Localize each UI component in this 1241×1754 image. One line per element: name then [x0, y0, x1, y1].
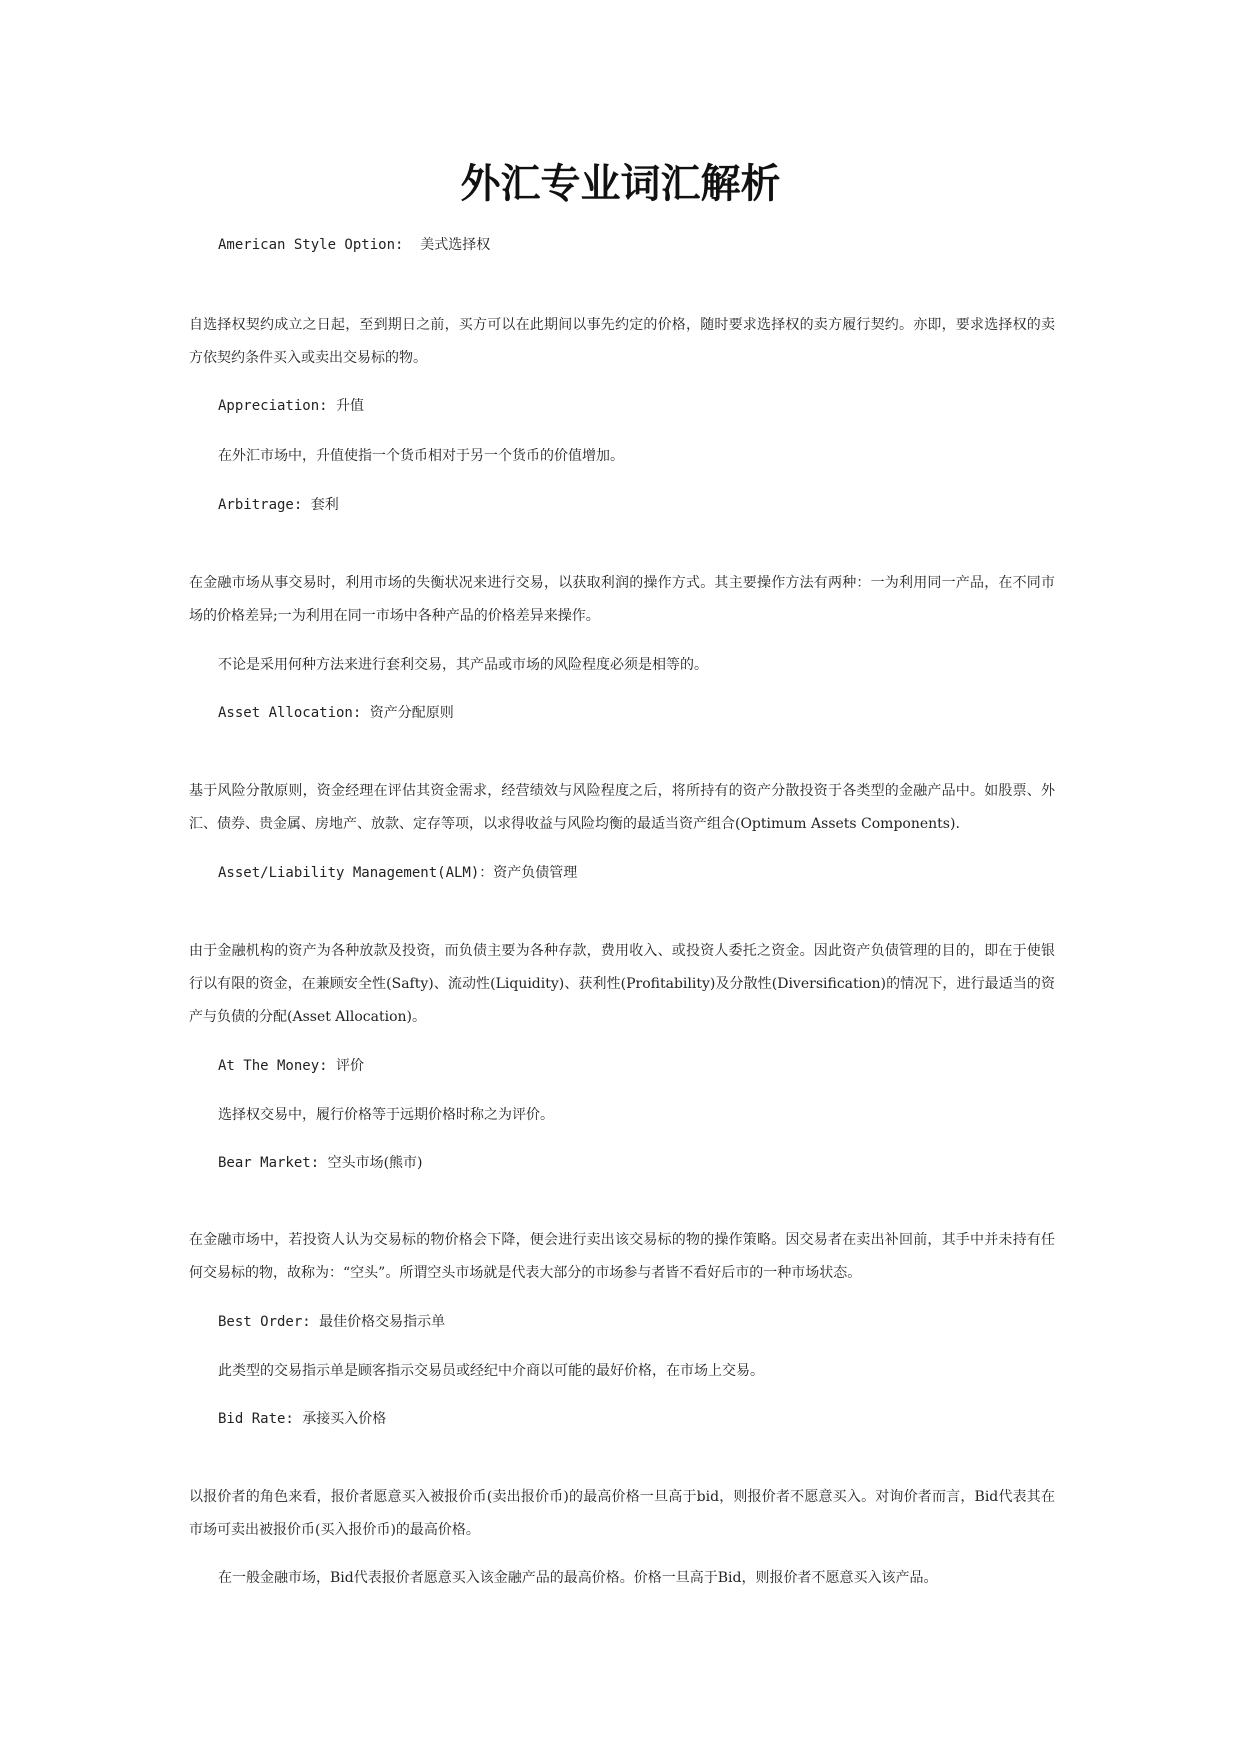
term-definition: 在金融市场中，若投资人认为交易标的物价格会下降，便会进行卖出该交易标的物的操作策略。因交易者在卖出补回前，其手中并未持有任何交易标的物，故称为：“空头”。所谓空头市场就是代表大部分的市场参与者皆不看好后市的一种市场状态。 [189, 1232, 1055, 1281]
term-en: Appreciation: [218, 398, 328, 414]
term-cn: 空头市场(熊市) [327, 1155, 423, 1171]
term-definition: 在金融市场从事交易时，利用市场的失衡状况来进行交易，以获取利润的操作方式。其主要操作方法有两种：一为利用同一产品，在不同市场的价格差异;一为利用在同一市场中各种产品的价格差异来操作。 [189, 575, 1055, 624]
term-cn: 美式选择权 [420, 237, 491, 253]
glossary-term [218, 1153, 423, 1173]
term-definition: 此类型的交易指示单是顾客指示交易员或经纪中介商以可能的最好价格，在市场上交易。 [218, 1363, 764, 1379]
term-en: Bear Market: [218, 1155, 320, 1171]
term-cn: 套利 [310, 497, 339, 513]
term-cn: 资产分配原则 [369, 705, 454, 721]
term-en: Arbitrage: [218, 497, 303, 513]
term-cn: 升值 [336, 398, 365, 414]
document-title: 外汇专业词汇解析 [460, 160, 781, 207]
term-en: At The Money: [218, 1058, 328, 1074]
term-cn: 最佳价格交易指示单 [319, 1314, 446, 1330]
term-en: Best Order: [218, 1314, 311, 1330]
term-note: 在一般金融市场，Bid代表报价者愿意买入该金融产品的最高价格。价格一旦高于Bid，则报价者不愿意买入该产品。 [218, 1570, 938, 1586]
glossary-term [218, 1312, 445, 1332]
term-en: Asset Allocation: [218, 705, 362, 721]
glossary-term [218, 1409, 386, 1429]
glossary-term [218, 396, 364, 416]
term-definition: 选择权交易中，履行价格等于远期价格时称之为评价。 [218, 1107, 554, 1123]
term-definition: 基于风险分散原则，资金经理在评估其资金需求，经营绩效与风险程度之后，将所持有的资产分散投资于各类型的金融产品中。如股票、外汇、债券、贵金属、房地产、放款、定存等项，以求得收益与风险均衡的最适当资产组合(Optimum Assets Components). [189, 783, 1055, 832]
glossary-term [218, 1056, 364, 1076]
glossary-term [218, 495, 339, 515]
glossary-term [218, 863, 577, 883]
term-cn: 评价 [336, 1058, 365, 1074]
term-cn: 承接买入价格 [302, 1411, 387, 1427]
term-definition: 自选择权契约成立之日起，至到期日之前，买方可以在此期间以事先约定的价格，随时要求选择权的卖方履行契约。亦即，要求选择权的卖方依契约条件买入或卖出交易标的物。 [189, 317, 1055, 366]
term-note: 不论是采用何种方法来进行套利交易，其产品或市场的风险程度必须是相等的。 [218, 657, 708, 673]
term-definition: 由于金融机构的资产为各种放款及投资，而负债主要为各种存款，费用收入、或投资人委托之资金。因此资产负债管理的目的，即在于使银行以有限的资金，在兼顾安全性(Safty)、流动性(Liquidity)、获利性(Profitability)及分散性(Diversification)的情况下，进行最适当的资产与负债的分配(Asset Allocation)。 [189, 943, 1055, 1025]
term-cn: 资产负债管理 [493, 865, 578, 881]
term-en: Asset/Liability Management(ALM)： [218, 865, 494, 881]
term-definition: 在外汇市场中，升值使指一个货币相对于另一个货币的价值增加。 [218, 448, 624, 464]
glossary-term [218, 703, 454, 723]
term-definition: 以报价者的角色来看，报价者愿意买入被报价币(卖出报价币)的最高价格一旦高于bid，则报价者不愿意买入。对询价者而言，Bid代表其在市场可卖出被报价币(买入报价币)的最高价格。 [189, 1489, 1055, 1538]
term-en: American Style Option: [218, 237, 404, 253]
glossary-term [218, 235, 490, 255]
term-en: Bid Rate: [218, 1411, 294, 1427]
